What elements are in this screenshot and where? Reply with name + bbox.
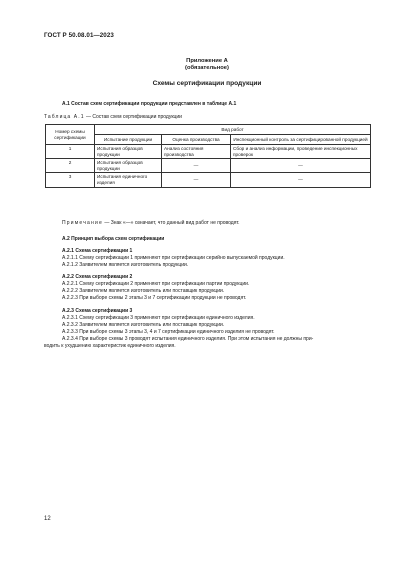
a221-paragraph: А.2.2.1 Схему сертификации 2 применяют при сертификации партии продукции. bbox=[62, 281, 250, 287]
header-product-testing: Испытание продукции bbox=[95, 135, 162, 145]
a231-paragraph: А.2.3.1 Схему сертификации 3 применяют при сертификации единичного изделия. bbox=[62, 315, 255, 321]
page-number: 12 bbox=[44, 516, 51, 522]
a1-heading: А.1 Состав схем сертификации продукции представлен в таблице А.1 bbox=[62, 101, 237, 107]
annex-title: Приложение А bbox=[186, 58, 228, 64]
a23-heading: А.2.3 Схема сертификации 3 bbox=[62, 308, 133, 314]
a223-paragraph: А.2.2.3 При выборе схемы 2 этапы 3 и 7 сертификации продукции не проводят. bbox=[62, 295, 247, 301]
note-prefix: Примечание bbox=[62, 220, 103, 226]
scheme-number-cell: 3 bbox=[46, 173, 95, 187]
header-production-assessment: Оценка производства bbox=[162, 135, 231, 145]
header-work-types: Вид работ bbox=[95, 125, 371, 135]
table-row bbox=[46, 159, 371, 173]
testing-cell: Испытания образцов продукции bbox=[95, 145, 162, 159]
annex-kind: (обязательное) bbox=[185, 65, 229, 71]
table-header-row bbox=[46, 125, 371, 135]
testing-cell: Испытания образцов продукции bbox=[95, 159, 162, 173]
control-cell: Сбор и анализ информации, проведение инспекционных проверок bbox=[231, 145, 371, 159]
table-caption-text: — Состав схем сертификации продукции bbox=[84, 114, 182, 120]
standard-header: ГОСТ Р 50.08.01—2023 bbox=[44, 32, 114, 39]
testing-cell: Испытания единичного изделия bbox=[95, 173, 162, 187]
a234-paragraph-line2: водить к ухудшению характеристик единичного изделия. bbox=[44, 343, 176, 349]
table-note bbox=[62, 220, 240, 226]
table-row bbox=[46, 145, 371, 159]
a222-paragraph: А.2.2.2 Заявителем является изготовитель или поставщик продукции. bbox=[62, 288, 225, 294]
control-cell: — bbox=[231, 173, 371, 187]
assessment-cell: — bbox=[162, 173, 231, 187]
a22-heading: А.2.2 Схема сертификации 2 bbox=[62, 274, 133, 280]
table-caption bbox=[44, 114, 182, 120]
table-caption-prefix: Таблица А.1 bbox=[44, 114, 85, 120]
a233-paragraph: А.2.3.3 При выборе схемы 3 этапы 3, 4 и 7 сертификации единичного изделия не проводят. bbox=[62, 329, 275, 335]
table-subheader-row bbox=[46, 135, 371, 145]
certification-schemes-table bbox=[45, 124, 371, 188]
control-cell: — bbox=[231, 159, 371, 173]
table-row bbox=[46, 173, 371, 187]
a212-paragraph: А.2.1.2 Заявителем является изготовитель продукции. bbox=[62, 262, 189, 268]
section-title: Схемы сертификации продукции bbox=[152, 80, 262, 87]
scheme-number-cell: 2 bbox=[46, 159, 95, 173]
a211-paragraph: А.2.1.1 Схему сертификации 1 применяют при сертификации серийно выпускаемой продукции. bbox=[62, 255, 285, 261]
assessment-cell: — bbox=[162, 159, 231, 173]
assessment-cell: Анализ состояния производства bbox=[162, 145, 231, 159]
header-scheme-number: Номер схемы сертификации bbox=[46, 125, 95, 145]
scheme-number-cell: 1 bbox=[46, 145, 95, 159]
note-text: — Знак «—» означает, что данный вид работ не проводят. bbox=[102, 220, 240, 226]
header-inspection-control: Инспекционный контроль за сертифицированной продукцией bbox=[231, 135, 371, 145]
a234-paragraph-line1: А.2.3.4 При выборе схемы 3 проводят испытания единичного изделия. При этом испытания не должны при- bbox=[62, 336, 314, 342]
a232-paragraph: А.2.3.2 Заявителем является изготовитель или поставщик продукции. bbox=[62, 322, 225, 328]
a2-heading: А.2 Принцип выбора схем сертификации bbox=[62, 236, 165, 242]
a21-heading: А.2.1 Схема сертификации 1 bbox=[62, 248, 133, 254]
